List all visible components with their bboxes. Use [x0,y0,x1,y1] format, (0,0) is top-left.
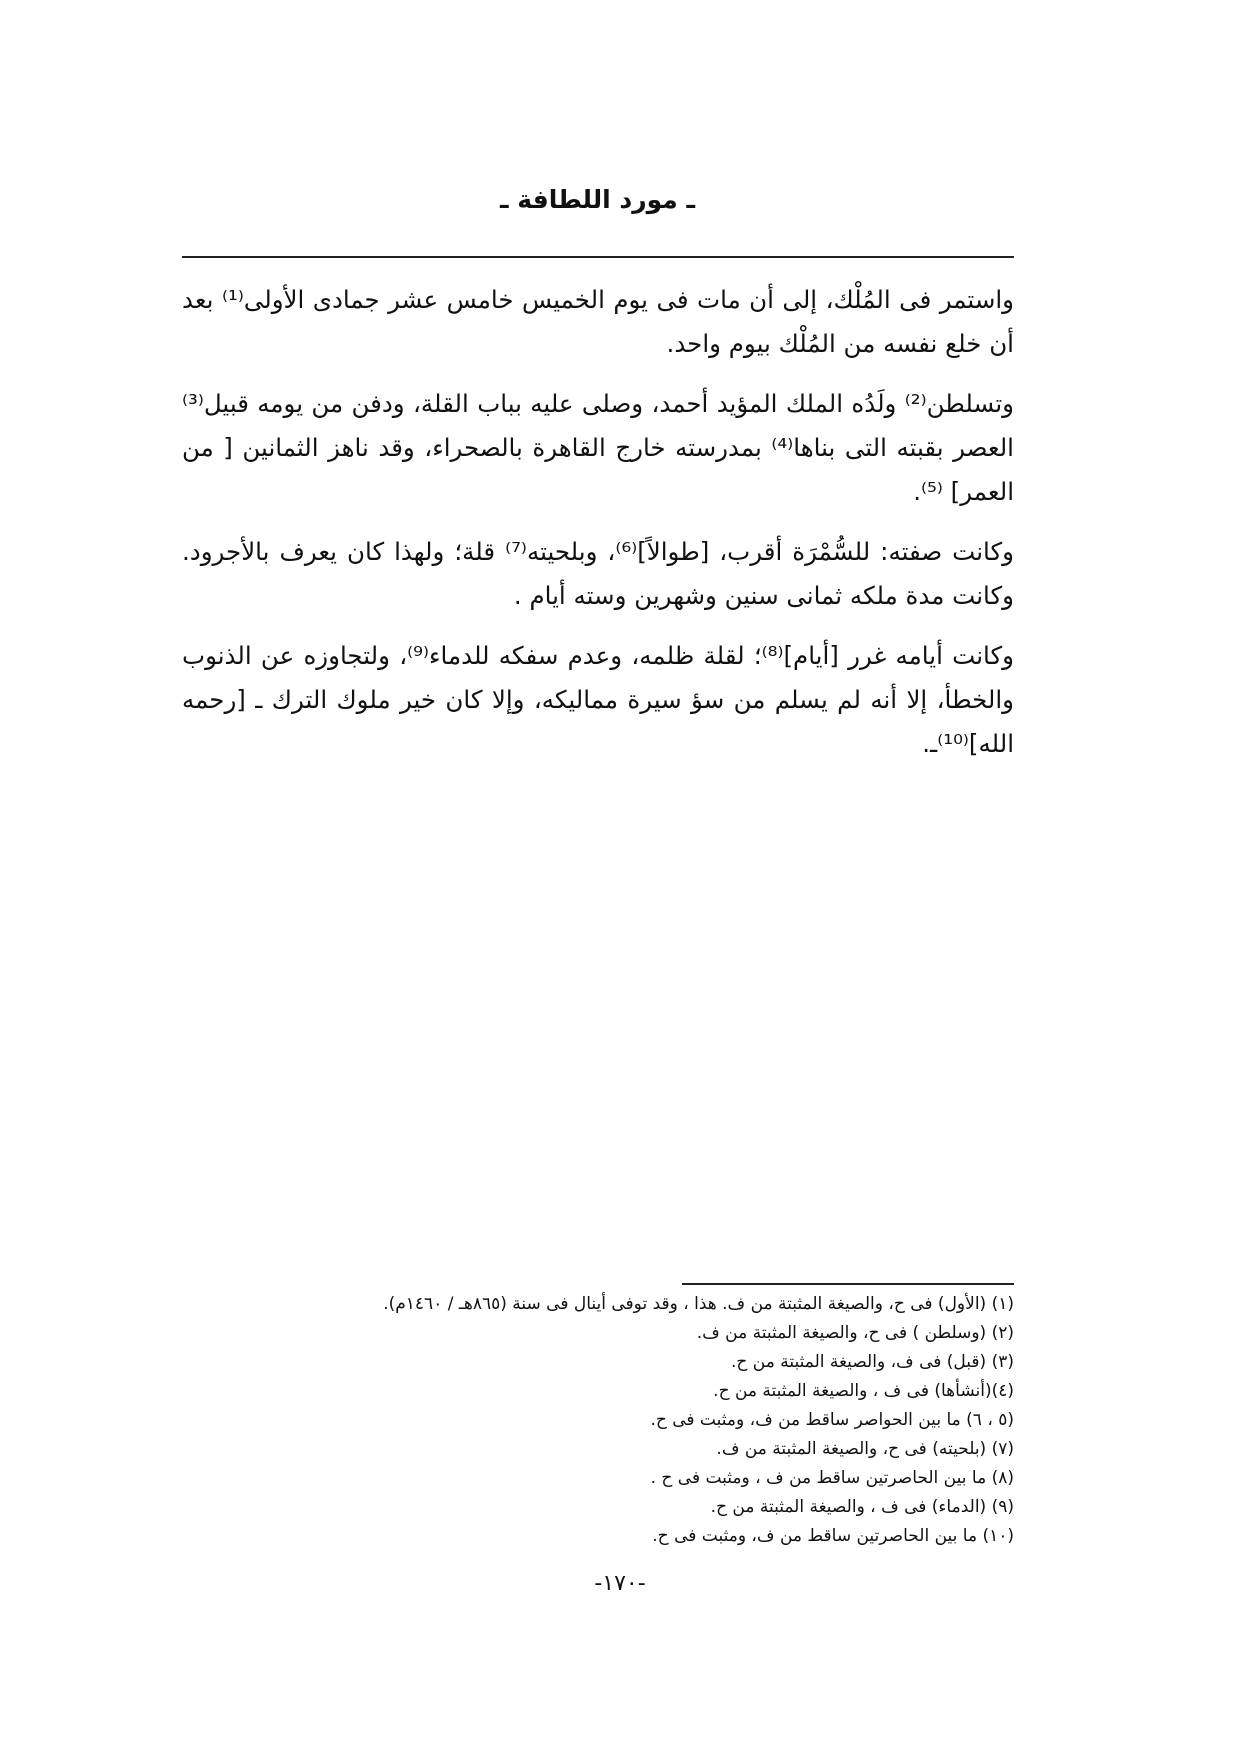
paragraph-4: وكانت أيامه غرر [أيام]⁽⁸⁾؛ لقلة ظلمه، وعدم سفكه للدماء⁽⁹⁾، ولتجاوزه عن الذنوب والخطأ، إلا أنه لم يسلم من سؤ سيرة مماليكه، وإلا كان خير ملوك الترك ـ [رحمه الله]⁽¹⁰⁾ـ. [182,641,1015,758]
footnote-2: (٢) (وسلطن ) فى ح، والصيغة المثبتة من ف. [696,1323,1014,1343]
footnotes-list [182,1290,1014,1551]
footnote-5-6: (٥ ، ٦) ما بين الحواصر ساقط من ف، ومثبت فى ح. [650,1410,1014,1430]
footnote-3: (٣) (قبل) فى ف، والصيغة المثبتة من ح. [731,1352,1014,1372]
footnote-4: (٤)(أنشأها) فى ف ، والصيغة المثبتة من ح. [713,1381,1014,1401]
footnote-10: (١٠) ما بين الحاصرتين ساقط من ف، ومثبت فى ح. [652,1526,1014,1546]
page-number: -١٧٠- [594,1571,646,1596]
paragraph-1: واستمر فى المُلْك، إلى أن مات فى يوم الخميس خامس عشر جمادى الأولى⁽¹⁾ بعد أن خلع نفسه من المُلْك بيوم واحد. [182,285,1014,358]
footnote-9: (٩) (الدماء) فى ف ، والصيغة المثبتة من ح. [710,1497,1014,1517]
footnote-8: (٨) ما بين الحاصرتين ساقط من ف ، ومثبت فى ح . [650,1468,1014,1488]
paragraph-3: وكانت صفته: للسُّمْرَة أقرب، [طوالاً]⁽⁶⁾، وبلحيته⁽⁷⁾ قلة؛ ولهذا كان يعرف بالأجرود. وكانت مدة ملكه ثمانى سنين وشهرين وسته أيام . [182,537,1014,610]
footnote-1: (١) (الأول) فى ح، والصيغة المثبتة من ف. هذا ، وقد توفى أينال فى سنة (٨٦٥هـ / ١٤٦٠م). [383,1294,1014,1314]
footnote-7: (٧) (بلحيته) فى ح، والصيغة المثبتة من ف. [716,1439,1014,1459]
header-rule [182,256,1014,258]
running-header: ـ مورد اللطافة ـ [499,185,695,214]
main-text [182,278,1014,782]
paragraph-2: وتسلطن⁽²⁾ ولَدُه الملك المؤيد أحمد، وصلى عليه بباب القلة، ودفن من يومه قبيل⁽³⁾ العصر بقبته التى بناها⁽⁴⁾ بمدرسته خارج القاهرة بالصحراء، وقد ناهز الثمانين [ من العمر] ⁽⁵⁾. [182,389,1014,506]
footnote-rule [682,1283,1014,1285]
